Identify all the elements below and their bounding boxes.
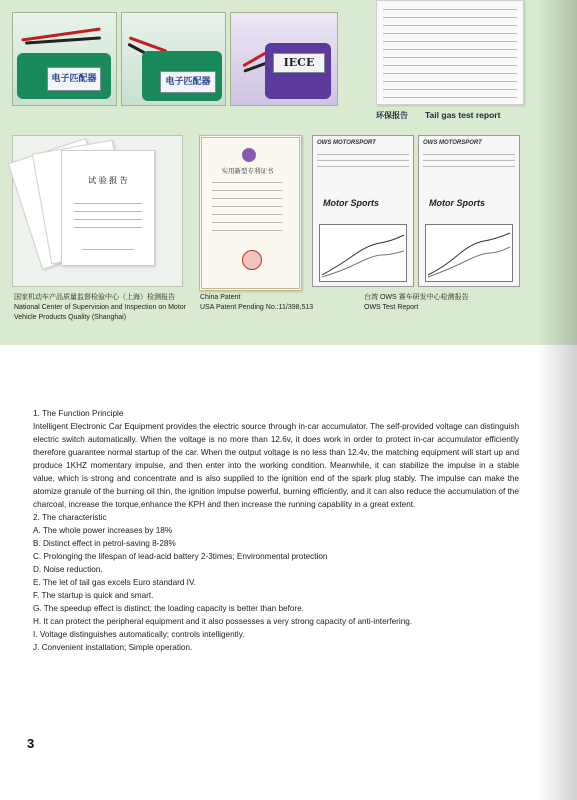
characteristic-item-a: A. The whole power increases by 18% (33, 526, 173, 535)
form-line (212, 198, 282, 199)
ows-curve-2 (426, 225, 512, 281)
device-box-3 (265, 43, 331, 99)
form-line (74, 211, 142, 212)
report-line (317, 160, 409, 161)
device-box-2 (142, 51, 222, 101)
report-line (383, 33, 517, 34)
form-line (212, 222, 282, 223)
form-line (212, 214, 282, 215)
characteristic-item-d: D. Noise reduction. (33, 565, 103, 574)
report-line (383, 97, 517, 98)
ows-brand-1: OWS MOTORSPORT (317, 140, 376, 146)
report-line (383, 25, 517, 26)
national-report-photo (12, 135, 183, 287)
device-box-1 (17, 53, 111, 99)
ows-chart-2 (425, 224, 513, 282)
national-report-title: 试 验 报 告 (88, 176, 128, 185)
report-line (383, 89, 517, 90)
characteristic-item-j: J. Convenient installation; Simple operation. (33, 643, 193, 652)
patent-caption-2: USA Patent Pending No.:11/398,513 (200, 304, 314, 311)
national-report-cover (61, 150, 155, 266)
report-line (423, 154, 515, 155)
report-line (423, 166, 515, 167)
heading-function-principle: 1. The Function Principle (33, 409, 124, 418)
report-line (383, 41, 517, 42)
report-line (383, 49, 517, 50)
function-principle-paragraph: Intelligent Electronic Car Equipment provides the electric source through in-car accumulator. The self-provided voltage can distinguish electric switch automatically. When the voltage is no more than 12.6v, it does work in order to protect in-car accumulator efficiently therefore guarantee normal startup of the car. When the output voltage is no less than 12.4v, the matching equipment will start up and produce 1KHZ momentary impulse, and then enter into the working condition. Meanwhile, it can stabilize the impulse in a stable value, which is strong and concentrate and is also supplied to the ignition end of the spark plug stably. The impulse can make the atomize granule of the burning oil thin, the ignition impulse powerful, burning efficiently, and it can also reduce the accumulation of the charcoal, increase the torque,enhance the KPH and then increase the running capability in a great extent. (33, 422, 519, 509)
device-2-label: 电子匹配器 (160, 71, 216, 93)
ows-caption-en: OWS Test Report (364, 304, 419, 311)
report-line (423, 160, 515, 161)
tail-gas-report-document (376, 0, 524, 105)
product-photo-2 (121, 12, 226, 106)
page-gutter-shadow (537, 0, 577, 800)
form-line (212, 182, 282, 183)
patent-certificate (199, 135, 302, 291)
characteristic-item-i: I. Voltage distinguishes automatically; controls intelligently. (33, 630, 245, 639)
characteristic-item-f: F. The startup is quick and smart. (33, 591, 154, 600)
patent-caption-1: China Patent (200, 294, 241, 301)
form-line (74, 203, 142, 204)
report-line (383, 73, 517, 74)
tail-gas-caption-cn: 环保报告 (376, 111, 408, 120)
report-line (383, 57, 517, 58)
characteristic-item-h: H. It can protect the peripheral equipment and it also possesses a very strong capacity of anti-interfering. (33, 617, 413, 626)
function-principle-section (33, 407, 519, 654)
characteristic-item-c: C. Prolonging the lifespan of lead-acid battery 2-3times; Environmental protection (33, 552, 328, 561)
characteristic-item-e: E. The let of tail gas excels Euro standard IV. (33, 578, 196, 587)
ows-caption-cn: 台湾 OWS 赛车研发中心检测报告 (364, 294, 469, 301)
device-3-label: IECE (273, 53, 325, 73)
product-photo-3 (230, 12, 338, 106)
patent-title: 实用新型专利证书 (221, 167, 274, 175)
tail-gas-caption-en: Tail gas test report (425, 110, 501, 120)
form-line (212, 206, 282, 207)
ows-brand-2: OWS MOTORSPORT (423, 140, 482, 146)
report-line (317, 166, 409, 167)
ows-logo-1: Motor Sports (323, 198, 379, 208)
ows-report-2 (418, 135, 520, 287)
heading-characteristic: 2. The characteristic (33, 513, 107, 522)
national-caption-en-2: Vehicle Products Quality (Shanghai) (14, 314, 127, 321)
report-line (383, 17, 517, 18)
page-number: 3 (27, 736, 35, 751)
national-caption-en-1: National Center of Supervision and Inspection on Motor (14, 304, 186, 311)
report-line (383, 81, 517, 82)
report-line (317, 154, 409, 155)
form-line (74, 219, 142, 220)
ows-report-1 (312, 135, 414, 287)
patent-emblem (242, 148, 256, 162)
form-line (212, 190, 282, 191)
report-line (383, 9, 517, 10)
characteristic-item-g: G. The speedup effect is distinct; the loading capacity is better than before. (33, 604, 304, 613)
form-line (74, 227, 142, 228)
patent-seal (242, 250, 262, 270)
device-1-label: 电子匹配器 (47, 67, 101, 91)
characteristic-item-b: B. Distinct effect in petrol-saving 8-28% (33, 539, 176, 548)
ows-chart-1 (319, 224, 407, 282)
national-caption-cn: 国家机动车产品质量监督检验中心（上海）检测报告 (14, 294, 175, 301)
form-line (212, 230, 282, 231)
ows-logo-2: Motor Sports (429, 198, 485, 208)
form-line (82, 249, 134, 250)
ows-curve-1 (320, 225, 406, 281)
report-line (383, 65, 517, 66)
product-photo-1 (12, 12, 117, 106)
